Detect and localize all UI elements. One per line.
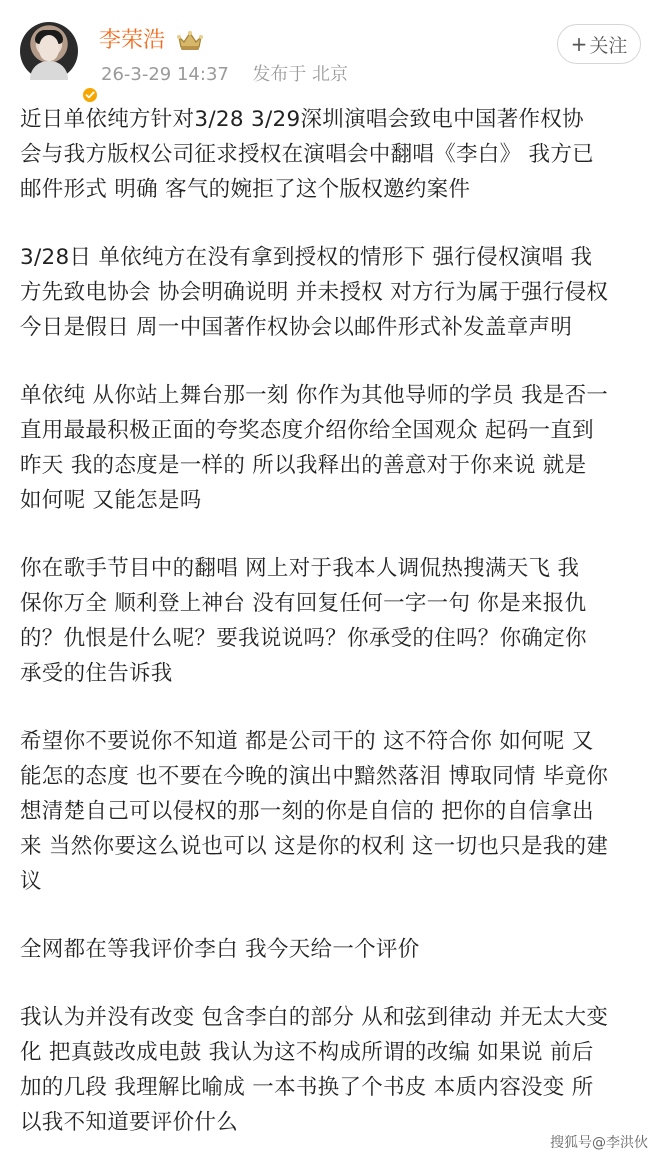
post-content [20, 102, 644, 1173]
post-paragraph-7: 我认为并没有改变 包含李白的部分 从和弦到律动 并无太大变 化 把真鼓改成电鼓 我认为这不构成所谓的改编 如果说 前后 加的几段 我理解比喻成 一本书换了个书皮 本质内容没变 所 以我不知道要评价什么 [20, 1005, 609, 1135]
follow-button[interactable] [557, 24, 641, 64]
post-meta [101, 63, 348, 87]
avatar-face [39, 35, 59, 61]
post-paragraph-1: 近日单依纯方针对3/28 3/29深圳演唱会致电中国著作权协 会与我方版权公司征求授权在演唱会中翻唱《李白》 我方已 邮件形式 明确 客气的婉拒了这个版权邀约案件 [20, 107, 594, 202]
follow-label: 关注 [589, 34, 628, 57]
crown-icon [175, 29, 205, 53]
author-name[interactable]: 李荣浩 [99, 28, 166, 53]
post-header [0, 0, 660, 100]
plus-icon: + [570, 32, 588, 56]
avatar[interactable] [20, 22, 78, 80]
post-time: 26-3-29 14:37 [101, 64, 229, 85]
source-watermark: 搜狐号@李洪伙 [550, 1135, 648, 1151]
verified-check-icon [85, 90, 95, 100]
post-paragraph-3: 单依纯 从你站上舞台那一刻 你作为其他导师的学员 我是否一 直用最最积极正面的夸奖态度介绍你给全国观众 起码一直到 昨天 我的态度是一样的 所以我释出的善意对于你来说 就是 如何呢 又能怎是吗 [20, 383, 609, 513]
post-source: 发布于 北京 [252, 64, 349, 85]
post-paragraph-6: 全网都在等我评价李白 我今天给一个评价 [20, 937, 420, 962]
post-paragraph-2: 3/28日 单依纯方在没有拿到授权的情形下 强行侵权演唱 我 方先致电协会 协会明确说明 并未授权 对方行为属于强行侵权 今日是假日 周一中国著作权协会以邮件形式补发盖章声明 [20, 245, 609, 340]
post-paragraph-5: 希望你不要说你不知道 都是公司干的 这不符合你 如何呢 又 能怎的态度 也不要在今晚的演出中黯然落泪 博取同情 毕竟你 想清楚自己可以侵权的那一刻的你是自信的 把你的自信拿出 来 当然你要这么说也可以 这是你的权利 这一切也只是我的建 议 [20, 729, 609, 894]
post-paragraph-4: 你在歌手节目中的翻唱 网上对于我本人调侃热搜满天飞 我 保你万全 顺利登上神台 没有回复任何一字一句 你是来报仇 的？仇恨是什么呢？要我说说吗？你承受的住吗？你确定你 承受的住告诉我 [20, 556, 587, 686]
avatar-body [30, 61, 68, 80]
